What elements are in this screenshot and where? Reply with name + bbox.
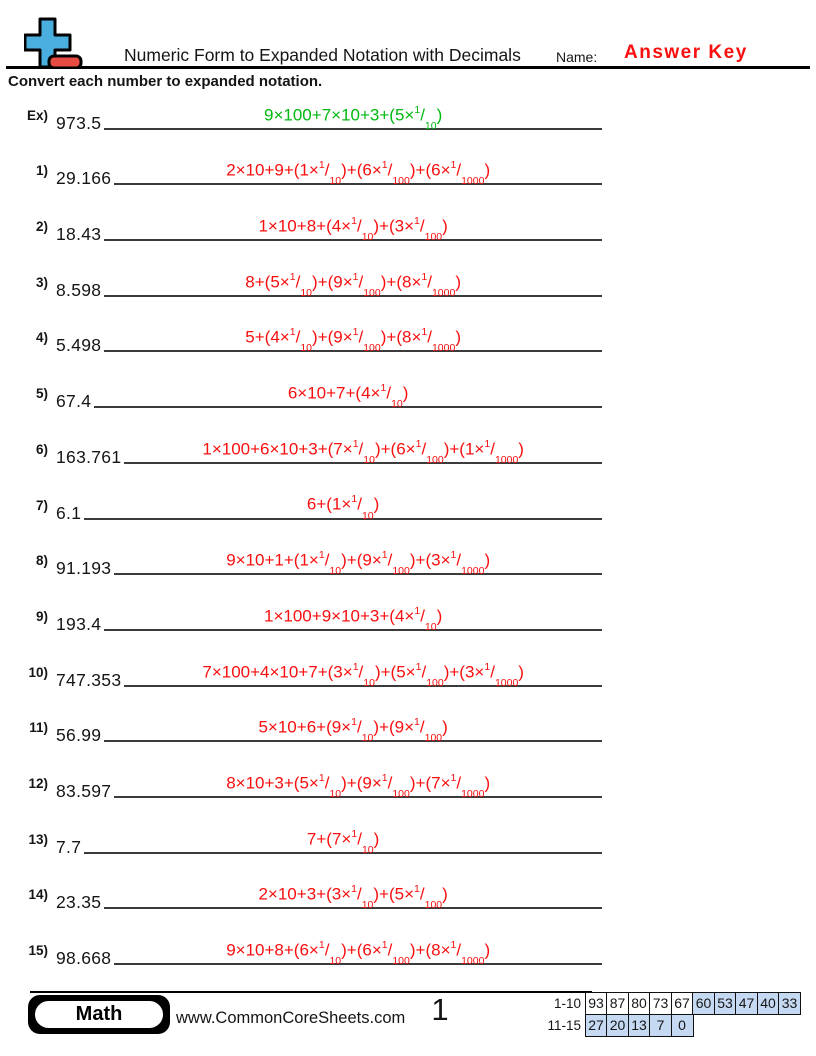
name-label: Name: bbox=[556, 49, 598, 65]
problem-value: 91.193 bbox=[56, 558, 112, 579]
answer-blank-line bbox=[84, 816, 602, 854]
score-cell: 13 bbox=[628, 1014, 651, 1037]
answer-text: $9\times 100+7\times 10+3+(5\times^1/_{10})$ bbox=[264, 103, 443, 132]
score-range-label: 11-15 bbox=[547, 1017, 581, 1033]
answer-blank-line bbox=[94, 370, 602, 411]
subject-badge bbox=[28, 995, 170, 1034]
problem-value: 23.35 bbox=[56, 892, 102, 913]
score-cell: 47 bbox=[735, 992, 758, 1015]
problem-value: 747.353 bbox=[56, 669, 122, 690]
problem-value: 67.4 bbox=[56, 391, 92, 412]
answer-text: $7+(7\times^1/_{10})$ bbox=[306, 827, 380, 856]
problem-number-label: 6) bbox=[35, 441, 48, 457]
score-cell: 0 bbox=[671, 1014, 694, 1037]
problem-value: 163.761 bbox=[56, 446, 122, 467]
answer-text: $2\times 10+3+(3\times^1/_{10})+(5\times^1/_{100})$ bbox=[258, 883, 448, 912]
answer-blank-line bbox=[104, 203, 602, 244]
problem-row bbox=[8, 263, 602, 319]
plus-minus-icon bbox=[24, 14, 84, 68]
answer-text: $9\times 10+1+(1\times^1/_{10})+(9\times^1/_{100})+(3\times^1/_{1000})$ bbox=[226, 549, 491, 578]
answer-blank-line bbox=[124, 426, 602, 464]
problem-number-label: Ex) bbox=[26, 107, 48, 123]
score-grid bbox=[528, 992, 801, 1037]
problem-value: 7.7 bbox=[56, 836, 82, 857]
problem-value: 8.598 bbox=[56, 279, 102, 300]
answer-blank-line bbox=[104, 314, 602, 355]
answer-text: $7\times 100+4\times 10+7+(3\times^1/_{10})+(5\times^1/_{100})+(3\times^1/_{1000})$ bbox=[202, 660, 524, 689]
problem-number-label: 1) bbox=[35, 163, 48, 179]
answer-blank-line bbox=[114, 927, 602, 965]
header-divider bbox=[6, 66, 810, 69]
problem-row bbox=[8, 931, 602, 987]
answer-text: $1\times 10+8+(4\times^1/_{10})+(3\times^1/_{100})$ bbox=[258, 215, 448, 244]
problem-row bbox=[8, 319, 602, 375]
answer-blank-line bbox=[104, 92, 602, 130]
problem-number-label: 3) bbox=[35, 274, 48, 290]
problem-number-label: 13) bbox=[28, 831, 48, 847]
website-url: www.CommonCoreSheets.com bbox=[176, 1009, 406, 1027]
answer-text: $1\times 100+9\times 10+3+(4\times^1/_{10})$ bbox=[264, 604, 443, 633]
problem-number-label: 7) bbox=[35, 497, 48, 513]
score-cell: 67 bbox=[671, 992, 694, 1015]
page-number: 1 bbox=[431, 992, 449, 1027]
problem-value: 5.498 bbox=[56, 335, 102, 356]
score-cell: 33 bbox=[778, 992, 801, 1015]
answer-key-label: Answer Key bbox=[624, 42, 748, 63]
problem-number-label: 9) bbox=[35, 608, 48, 624]
problem-number-label: 15) bbox=[28, 943, 48, 958]
problem-number-label: 8) bbox=[35, 553, 48, 569]
answer-blank-line bbox=[104, 593, 602, 631]
score-grid-row bbox=[528, 1014, 801, 1037]
problem-value: 83.597 bbox=[56, 780, 112, 801]
problem-row bbox=[8, 96, 602, 152]
problem-value: 18.43 bbox=[56, 224, 102, 245]
problem-value: 29.166 bbox=[56, 168, 112, 189]
answer-blank-line bbox=[124, 649, 602, 687]
answer-blank-line bbox=[84, 482, 602, 520]
score-cell: 53 bbox=[714, 992, 737, 1015]
problem-number-label: 11) bbox=[29, 720, 48, 736]
problems-list bbox=[8, 96, 602, 987]
worksheet-title: Numeric Form to Expanded Notation with Decimals bbox=[124, 45, 521, 65]
answer-blank-line bbox=[114, 537, 602, 578]
score-cell: 20 bbox=[606, 1014, 629, 1037]
problem-number-label: 10) bbox=[28, 664, 48, 680]
instruction-text: Convert each number to expanded notation. bbox=[8, 73, 323, 90]
problem-value: 193.4 bbox=[56, 613, 102, 634]
problem-row bbox=[8, 764, 602, 820]
problem-number-label: 14) bbox=[28, 887, 48, 903]
answer-blank-line bbox=[104, 704, 602, 745]
problem-row bbox=[8, 486, 602, 542]
score-cell: 40 bbox=[757, 992, 780, 1015]
problem-row bbox=[8, 876, 602, 932]
problem-row bbox=[8, 207, 602, 263]
answer-blank-line bbox=[104, 871, 602, 912]
answer-blank-line bbox=[114, 760, 602, 798]
problem-number-label: 2) bbox=[35, 219, 48, 235]
problem-row bbox=[8, 542, 602, 598]
footer-divider bbox=[30, 991, 592, 993]
answer-text: $5+(4\times^1/_{10})+(9\times^1/_{100})+(8\times^1/_{1000})$ bbox=[245, 326, 461, 355]
problem-number-label: 12) bbox=[28, 775, 48, 791]
answer-text: $2\times 10+9+(1\times^1/_{10})+(6\times^1/_{100})+(6\times^1/_{1000})$ bbox=[226, 159, 491, 188]
answer-blank-line bbox=[104, 259, 602, 297]
problem-row bbox=[8, 430, 602, 486]
problem-row bbox=[8, 597, 602, 653]
problem-value: 973.5 bbox=[56, 112, 102, 133]
answer-text: $6+(1\times^1/_{10})$ bbox=[306, 493, 380, 522]
score-cell: 27 bbox=[585, 1014, 608, 1037]
problem-row bbox=[8, 709, 602, 765]
problem-row bbox=[8, 820, 602, 876]
answer-text: $1\times 100+6\times 10+3+(7\times^1/_{10})+(6\times^1/_{100})+(1\times^1/_{1000})$ bbox=[202, 437, 524, 466]
subject-badge-label: Math bbox=[33, 999, 165, 1030]
answer-blank-line bbox=[114, 147, 602, 188]
problem-value: 98.668 bbox=[56, 948, 112, 968]
problem-row bbox=[8, 374, 602, 430]
problem-number-label: 4) bbox=[35, 330, 48, 346]
score-cell: 60 bbox=[692, 992, 715, 1015]
answer-text: $5\times 10+6+(9\times^1/_{10})+(9\times^1/_{100})$ bbox=[258, 716, 448, 745]
score-cell: 87 bbox=[606, 992, 629, 1015]
problem-value: 6.1 bbox=[56, 502, 82, 523]
score-cell: 93 bbox=[585, 992, 608, 1015]
problem-row bbox=[8, 152, 602, 208]
problem-row bbox=[8, 653, 602, 709]
score-cell: 80 bbox=[628, 992, 651, 1015]
score-grid-row bbox=[528, 992, 801, 1015]
score-cell: 7 bbox=[649, 1014, 672, 1037]
answer-text: $8\times 10+3+(5\times^1/_{10})+(9\times^1/_{100})+(7\times^1/_{1000})$ bbox=[226, 771, 491, 800]
answer-text: $6\times 10+7+(4\times^1/_{10})$ bbox=[287, 382, 409, 411]
score-range-label: 1-10 bbox=[553, 996, 581, 1011]
answer-text: $8+(5\times^1/_{10})+(9\times^1/_{100})+(8\times^1/_{1000})$ bbox=[245, 270, 461, 299]
problem-number-label: 5) bbox=[35, 386, 48, 402]
problem-value: 56.99 bbox=[56, 725, 102, 746]
answer-text: $9\times 10+8+(6\times^1/_{10})+(6\times^1/_{100})+(8\times^1/_{1000})$ bbox=[226, 938, 491, 967]
score-cell: 73 bbox=[649, 992, 672, 1015]
